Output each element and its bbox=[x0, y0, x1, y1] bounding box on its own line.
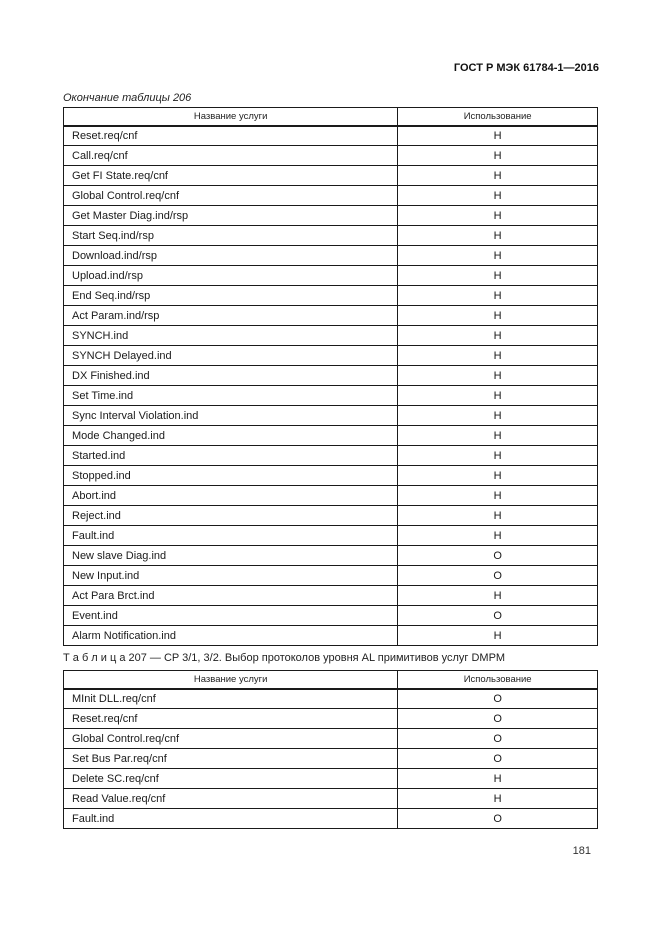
service-name-cell: Alarm Notification.ind bbox=[64, 626, 398, 646]
table-row bbox=[64, 226, 598, 246]
usage-cell: Н bbox=[398, 146, 598, 166]
service-name-cell: Event.ind bbox=[64, 606, 398, 626]
column-header: Название услуги bbox=[64, 671, 398, 689]
service-name-cell: Mode Changed.ind bbox=[64, 426, 398, 446]
table-row bbox=[64, 769, 598, 789]
usage-cell: Н bbox=[398, 306, 598, 326]
table-row bbox=[64, 709, 598, 729]
table-row bbox=[64, 366, 598, 386]
service-name-cell: SYNCH Delayed.ind bbox=[64, 346, 398, 366]
service-name-cell: Act Param.ind/rsp bbox=[64, 306, 398, 326]
usage-cell: Н bbox=[398, 166, 598, 186]
table-row bbox=[64, 486, 598, 506]
service-name-cell: Call.req/cnf bbox=[64, 146, 398, 166]
table-row bbox=[64, 546, 598, 566]
usage-cell: Н bbox=[398, 286, 598, 306]
table-row bbox=[64, 326, 598, 346]
usage-cell: Н bbox=[398, 346, 598, 366]
usage-cell: Н bbox=[398, 506, 598, 526]
table-row bbox=[64, 626, 598, 646]
table-row bbox=[64, 689, 598, 709]
table207-caption: Т а б л и ц а 207 — CP 3/1, 3/2. Выбор протоколов уровня AL примитивов услуг DMPM bbox=[63, 652, 506, 664]
usage-cell: О bbox=[398, 809, 598, 829]
service-name-cell: Start Seq.ind/rsp bbox=[64, 226, 398, 246]
usage-cell: Н bbox=[398, 769, 598, 789]
service-name-cell: Upload.ind/rsp bbox=[64, 266, 398, 286]
table-row bbox=[64, 266, 598, 286]
service-name-cell: Fault.ind bbox=[64, 526, 398, 546]
table-row bbox=[64, 166, 598, 186]
table-row bbox=[64, 586, 598, 606]
table-row bbox=[64, 426, 598, 446]
usage-cell: Н bbox=[398, 126, 598, 146]
table-row bbox=[64, 346, 598, 366]
usage-cell: О bbox=[398, 689, 598, 709]
usage-cell: О bbox=[398, 606, 598, 626]
service-name-cell: Get Master Diag.ind/rsp bbox=[64, 206, 398, 226]
usage-cell: Н bbox=[398, 326, 598, 346]
service-name-cell: Started.ind bbox=[64, 446, 398, 466]
usage-cell: О bbox=[398, 709, 598, 729]
table-row bbox=[64, 809, 598, 829]
table-row bbox=[64, 386, 598, 406]
table-206 bbox=[63, 107, 598, 646]
table-row bbox=[64, 446, 598, 466]
service-name-cell: Get FI State.req/cnf bbox=[64, 166, 398, 186]
service-name-cell: End Seq.ind/rsp bbox=[64, 286, 398, 306]
usage-cell: Н bbox=[398, 206, 598, 226]
column-header: Использование bbox=[398, 108, 598, 126]
table-row bbox=[64, 526, 598, 546]
service-name-cell: MInit DLL.req/cnf bbox=[64, 689, 398, 709]
table-row bbox=[64, 606, 598, 626]
usage-cell: Н bbox=[398, 246, 598, 266]
usage-cell: Н bbox=[398, 789, 598, 809]
table-header-row bbox=[64, 108, 598, 126]
usage-cell: О bbox=[398, 729, 598, 749]
service-name-cell: Set Bus Par.req/cnf bbox=[64, 749, 398, 769]
usage-cell: Н bbox=[398, 466, 598, 486]
table-row bbox=[64, 246, 598, 266]
usage-cell: Н bbox=[398, 626, 598, 646]
table-row bbox=[64, 789, 598, 809]
service-name-cell: New slave Diag.ind bbox=[64, 546, 398, 566]
usage-cell: Н bbox=[398, 486, 598, 506]
table-row bbox=[64, 186, 598, 206]
service-name-cell: New Input.ind bbox=[64, 566, 398, 586]
service-name-cell: Reject.ind bbox=[64, 506, 398, 526]
table-row bbox=[64, 126, 598, 146]
table-row bbox=[64, 306, 598, 326]
usage-cell: Н bbox=[398, 586, 598, 606]
page-number: 181 bbox=[572, 845, 591, 857]
usage-cell: Н bbox=[398, 226, 598, 246]
usage-cell: Н bbox=[398, 366, 598, 386]
service-name-cell: Sync Interval Violation.ind bbox=[64, 406, 398, 426]
service-name-cell: Reset.req/cnf bbox=[64, 709, 398, 729]
service-name-cell: Global Control.req/cnf bbox=[64, 186, 398, 206]
usage-cell: О bbox=[398, 749, 598, 769]
table-row bbox=[64, 749, 598, 769]
service-name-cell: SYNCH.ind bbox=[64, 326, 398, 346]
usage-cell: Н bbox=[398, 526, 598, 546]
table-row bbox=[64, 286, 598, 306]
column-header: Название услуги bbox=[64, 108, 398, 126]
usage-cell: Н bbox=[398, 406, 598, 426]
table-row bbox=[64, 566, 598, 586]
table-row bbox=[64, 406, 598, 426]
usage-cell: Н bbox=[398, 386, 598, 406]
table-header-row bbox=[64, 671, 598, 689]
table-row bbox=[64, 466, 598, 486]
table-row bbox=[64, 506, 598, 526]
usage-cell: Н bbox=[398, 426, 598, 446]
service-name-cell: Fault.ind bbox=[64, 809, 398, 829]
service-name-cell: Set Time.ind bbox=[64, 386, 398, 406]
table-207 bbox=[63, 670, 598, 829]
service-name-cell: Delete SC.req/cnf bbox=[64, 769, 398, 789]
table-row bbox=[64, 146, 598, 166]
service-name-cell: Abort.ind bbox=[64, 486, 398, 506]
usage-cell: Н bbox=[398, 446, 598, 466]
column-header: Использование bbox=[398, 671, 598, 689]
service-name-cell: Act Para Brct.ind bbox=[64, 586, 398, 606]
usage-cell: Н bbox=[398, 266, 598, 286]
service-name-cell: Stopped.ind bbox=[64, 466, 398, 486]
table206-caption: Окончание таблицы 206 bbox=[63, 92, 192, 104]
service-name-cell: Reset.req/cnf bbox=[64, 126, 398, 146]
table-row bbox=[64, 729, 598, 749]
service-name-cell: Read Value.req/cnf bbox=[64, 789, 398, 809]
service-name-cell: Download.ind/rsp bbox=[64, 246, 398, 266]
usage-cell: Н bbox=[398, 186, 598, 206]
service-name-cell: Global Control.req/cnf bbox=[64, 729, 398, 749]
usage-cell: О bbox=[398, 566, 598, 586]
document-header: ГОСТ Р МЭК 61784-1—2016 bbox=[453, 62, 599, 74]
table-row bbox=[64, 206, 598, 226]
service-name-cell: DX Finished.ind bbox=[64, 366, 398, 386]
usage-cell: О bbox=[398, 546, 598, 566]
